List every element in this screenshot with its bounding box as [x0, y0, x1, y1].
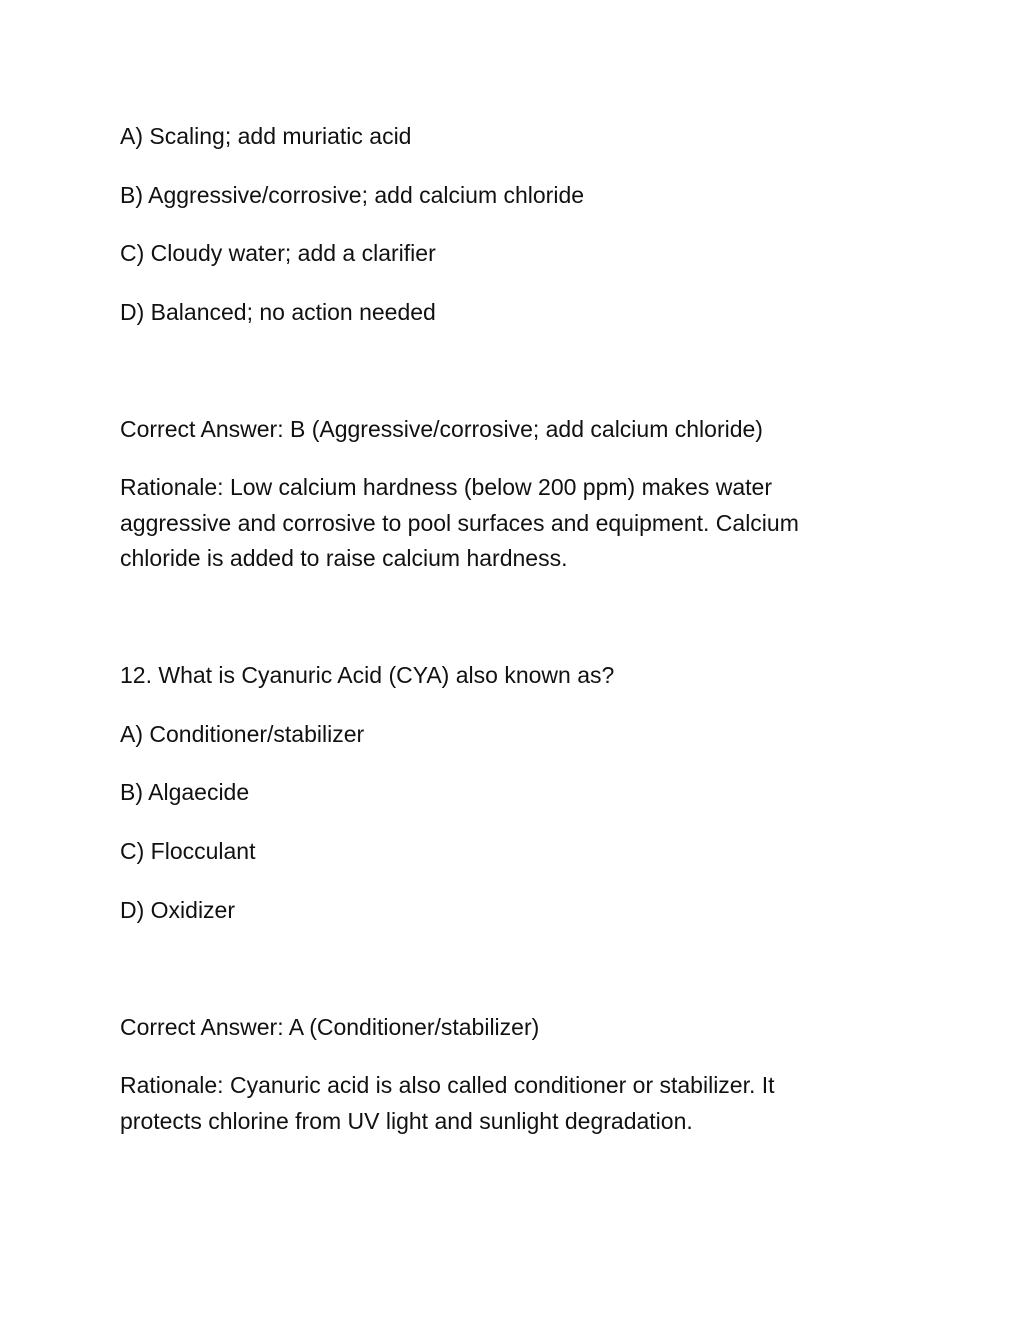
q11-option-b: B) Aggressive/corrosive; add calcium chloride [120, 182, 585, 208]
q12-rationale: Rationale: Cyanuric acid is also called conditioner or stabilizer. It protects chlorine from UV light and sunlight degradation. [120, 1072, 775, 1134]
q11-rationale: Rationale: Low calcium hardness (below 200 ppm) makes water aggressive and corrosive to pool surfaces and equipment. Calcium chloride is added to raise calcium hardness. [120, 474, 799, 571]
q12-correct-answer: Correct Answer: A (Conditioner/stabilizer) [120, 1014, 540, 1040]
q11-correct-answer: Correct Answer: B (Aggressive/corrosive; add calcium chloride) [120, 416, 763, 442]
q11-option-d: D) Balanced; no action needed [120, 299, 436, 325]
q12-question: 12. What is Cyanuric Acid (CYA) also known as? [120, 662, 615, 688]
q12-option-a: A) Conditioner/stabilizer [120, 721, 365, 747]
q12-option-c: C) Flocculant [120, 838, 256, 864]
q12-option-b: B) Algaecide [120, 779, 250, 805]
q11-option-a: A) Scaling; add muriatic acid [120, 123, 412, 149]
q12-option-d: D) Oxidizer [120, 897, 236, 923]
q11-option-c: C) Cloudy water; add a clarifier [120, 240, 436, 266]
